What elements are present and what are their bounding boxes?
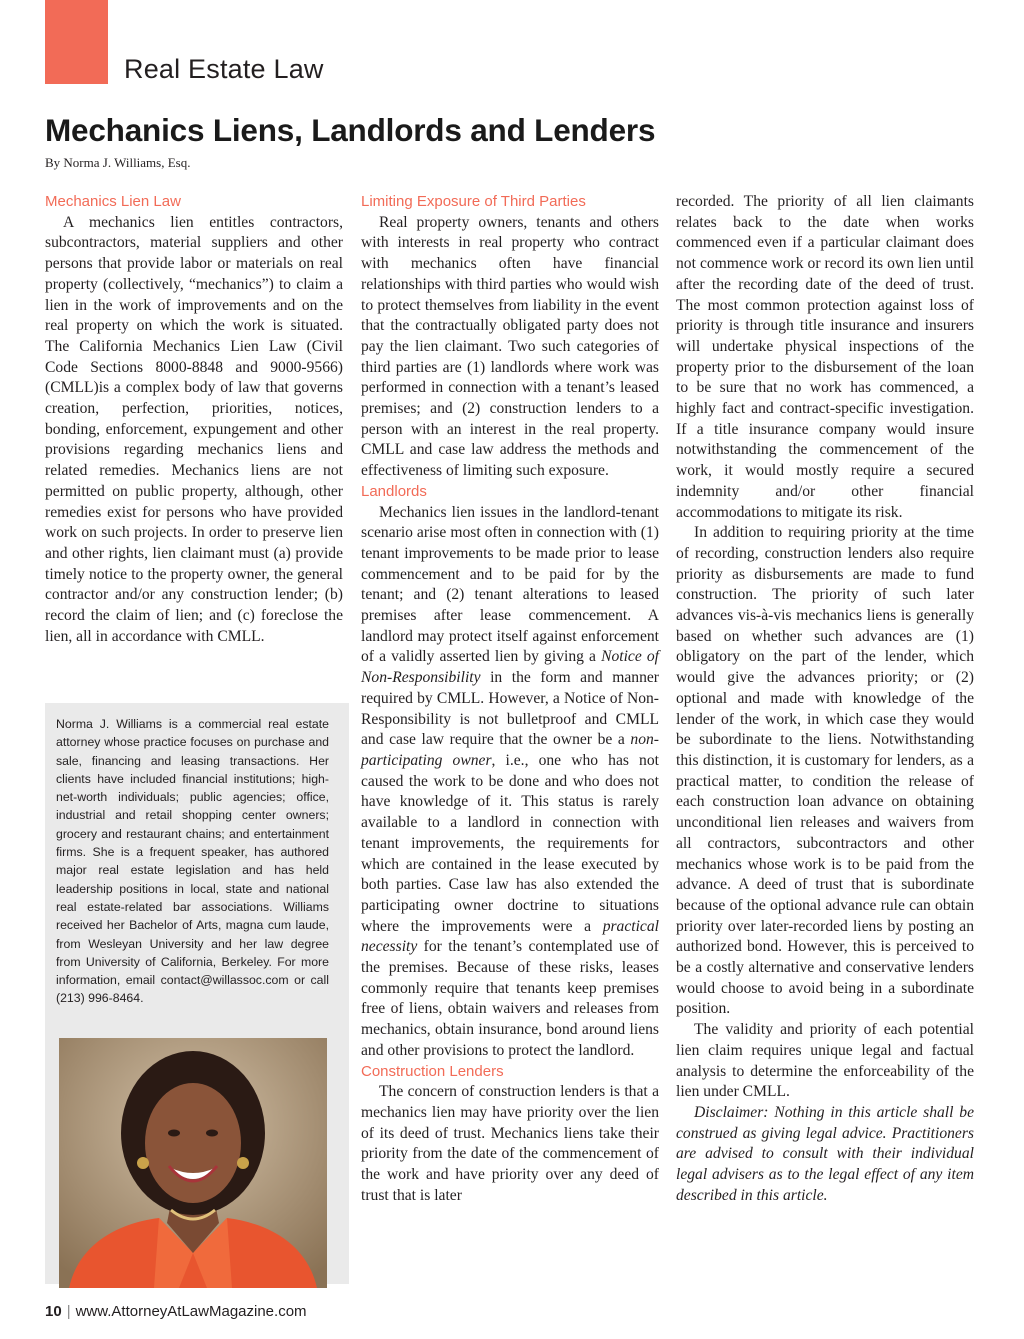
emphasis-term: practical necessity <box>361 917 659 956</box>
paragraph: recorded. The priority of all lien claimants relates back to the date when works commenced even if a particular claimant does not commence work or record its own lien until after the recording date of the deed of trust. The most common protection against loss of priority is through title insurance and insurers will undertake physical inspections of the property prior to the disbursement of the loan to be sure that no work has commenced, a highly fact and contract-specific investigation. If a title insurance company would insure notwithstanding the commencement of the work, it would mostly require a secured indemnity and/or other financial accommodations to mitigate its risk. <box>676 193 974 521</box>
author-bio-box <box>45 703 349 1284</box>
emphasis-term: Notice of Non-Responsibility <box>361 648 660 687</box>
page-number: 10 <box>45 1303 62 1320</box>
heading-landlords: Landlords <box>361 482 427 500</box>
byline: By Norma J. Williams, Esq. <box>45 155 191 170</box>
paragraph-landlords: Mechanics lien issues in the landlord-tenant scenario arise most often in connection with (1) tenant improvements to be made prior to lease commencement and to be paid for by the tenant; and (2) tenant alterations to leased premises after lease commencement. A landlord may protect itself against enforcement of a validly asserted lien by giving a Notice of Non-Responsibility in the form and manner required by CMLL. However, a Notice of Non-Responsibility is not bulletproof and CMLL and case law require that the owner be a non-participating owner, i.e., one who has not caused the work to be done and who does not have knowledge of it. This status is rarely available to a landlord in connection with tenant improvements, the requirements for which are contained in the lease executed by both parties. Case law has also extended the participating owner doctrine to situations where the improvements were a practical necessity for the tenant’s contemplated use of the premises. Because of these risks, leases commonly require that tenants keep premises free of liens, obtain waivers and releases from mechanics, obtain insurance, bond around liens and other provisions to protect the landlord. <box>361 503 660 1059</box>
column-1 <box>45 192 343 647</box>
heading-limiting-exposure: Limiting Exposure of Third Parties <box>361 193 586 210</box>
heading-mechanics-lien-law: Mechanics Lien Law <box>45 193 181 210</box>
paragraph: In addition to requiring priority at the time of recording, construction lenders also require priority as disbursements are made to fund construction. The priority of such later advances vis-à-vis mechanics liens is generally based on whether such advances are (1) obligatory on the part of the lender, which would give the advances priority; or (2) optional and made with knowledge of the lender of the work, in which case they would be subordinate to the liens. Notwithstanding this distinction, it is customary for lenders, as a practical matter, to condition the release of each construction loan advance on obtaining unconditional lien releases and waivers from all contractors, subcontractors and other mechanics whose work is to be paid from the advance. A deed of trust that is subordinate because of the optional advance rule can obtain priority over later-recorded liens by posting an authorized bond. However, this is perceived to be a costly alternative and conservative lenders would choose to avoid being in a subordinate position. <box>676 524 974 1018</box>
paragraph: Real property owners, tenants and others with interests in real property who contract with mechanics often have financial relationships with third parties who would wish to protect themselves from liability in the event that the contractually obligated party does not pay the lien claimant. Two such categories of third parties are (1) landlords where work was performed in connection with a tenant’s leased premises; and (2) construction lenders to a person with an interest in the real property. CMLL and case law address the methods and effectiveness of limiting such exposure. <box>361 213 659 480</box>
paragraph: A mechanics lien entitles contractors, subcontractors, material suppliers and other persons that provide labor or materials on real property (collectively, “mechanics”) to claim a lien in the work of improvements and on the real property on which the work is situated. The California Mechanics Lien Law (Civil Code Sections 8000-8848 and 9000-9566) (CMLL)is a complex body of law that governs creation, perfection, priorities, notices, bonding, enforcement, expungement and other provisions regarding mechanics liens and related remedies. Mechanics liens are not permitted on public property, although, other remedies exist for persons who have provided work on such projects. In order to preserve lien and other rights, lien claimant must (a) provide timely notice to the property owner, the general contractor and/or any construction lender; (b) record the claim of lien; and (c) foreclose the lien, all in accordance with CMLL. <box>45 213 343 645</box>
paragraph: The validity and priority of each potential lien claim requires unique legal and factual analysis to determine the enforceability of the lien under CMLL. <box>676 1021 974 1101</box>
emphasis-term: non-participating owner <box>361 731 659 769</box>
author-portrait-photo <box>59 1038 327 1288</box>
disclaimer: Disclaimer: Nothing in this article shall be construed as giving legal advice. Practitioners are advised to consult with their individual legal advisers as to the legal effect of any item described in this article. <box>676 1103 974 1204</box>
section-label: Real Estate Law <box>124 54 324 84</box>
column-2 <box>361 192 659 1206</box>
author-bio-text: Norma J. Williams is a commercial real estate attorney whose practice focuses on purchase and sale, financing and leasing transactions. Her clients have included financial institutions; high-net-worth individuals; public agencies; office, industrial and retail shopping center owners; grocery and restaurant chains; and entertainment firms. She is a frequent speaker, has authored major real estate legislation and has held leadership positions in local, state and national real estate-related bar associations. Williams received her Bachelor of Arts, magna cum laude, from Wesleyan University and her law degree from University of California, Berkeley. For more information, email contact@willassoc.com or call (213) 996-8464. <box>56 717 329 1006</box>
heading-construction-lenders: Construction Lenders <box>361 1062 504 1080</box>
website-link[interactable]: www.AttorneyAtLawMagazine.com <box>75 1303 307 1320</box>
column-3 <box>676 192 974 1206</box>
footer-separator: | <box>66 1303 71 1320</box>
page-footer <box>45 1303 307 1320</box>
accent-block <box>45 0 108 84</box>
paragraph: The concern of construction lenders is that a mechanics lien may have priority over the lien of its deed of trust. Mechanics liens take their priority from the date of the commencement of the work and have priority over any deed of trust that is later <box>361 1083 659 1204</box>
article-title: Mechanics Liens, Landlords and Lenders <box>45 112 656 148</box>
